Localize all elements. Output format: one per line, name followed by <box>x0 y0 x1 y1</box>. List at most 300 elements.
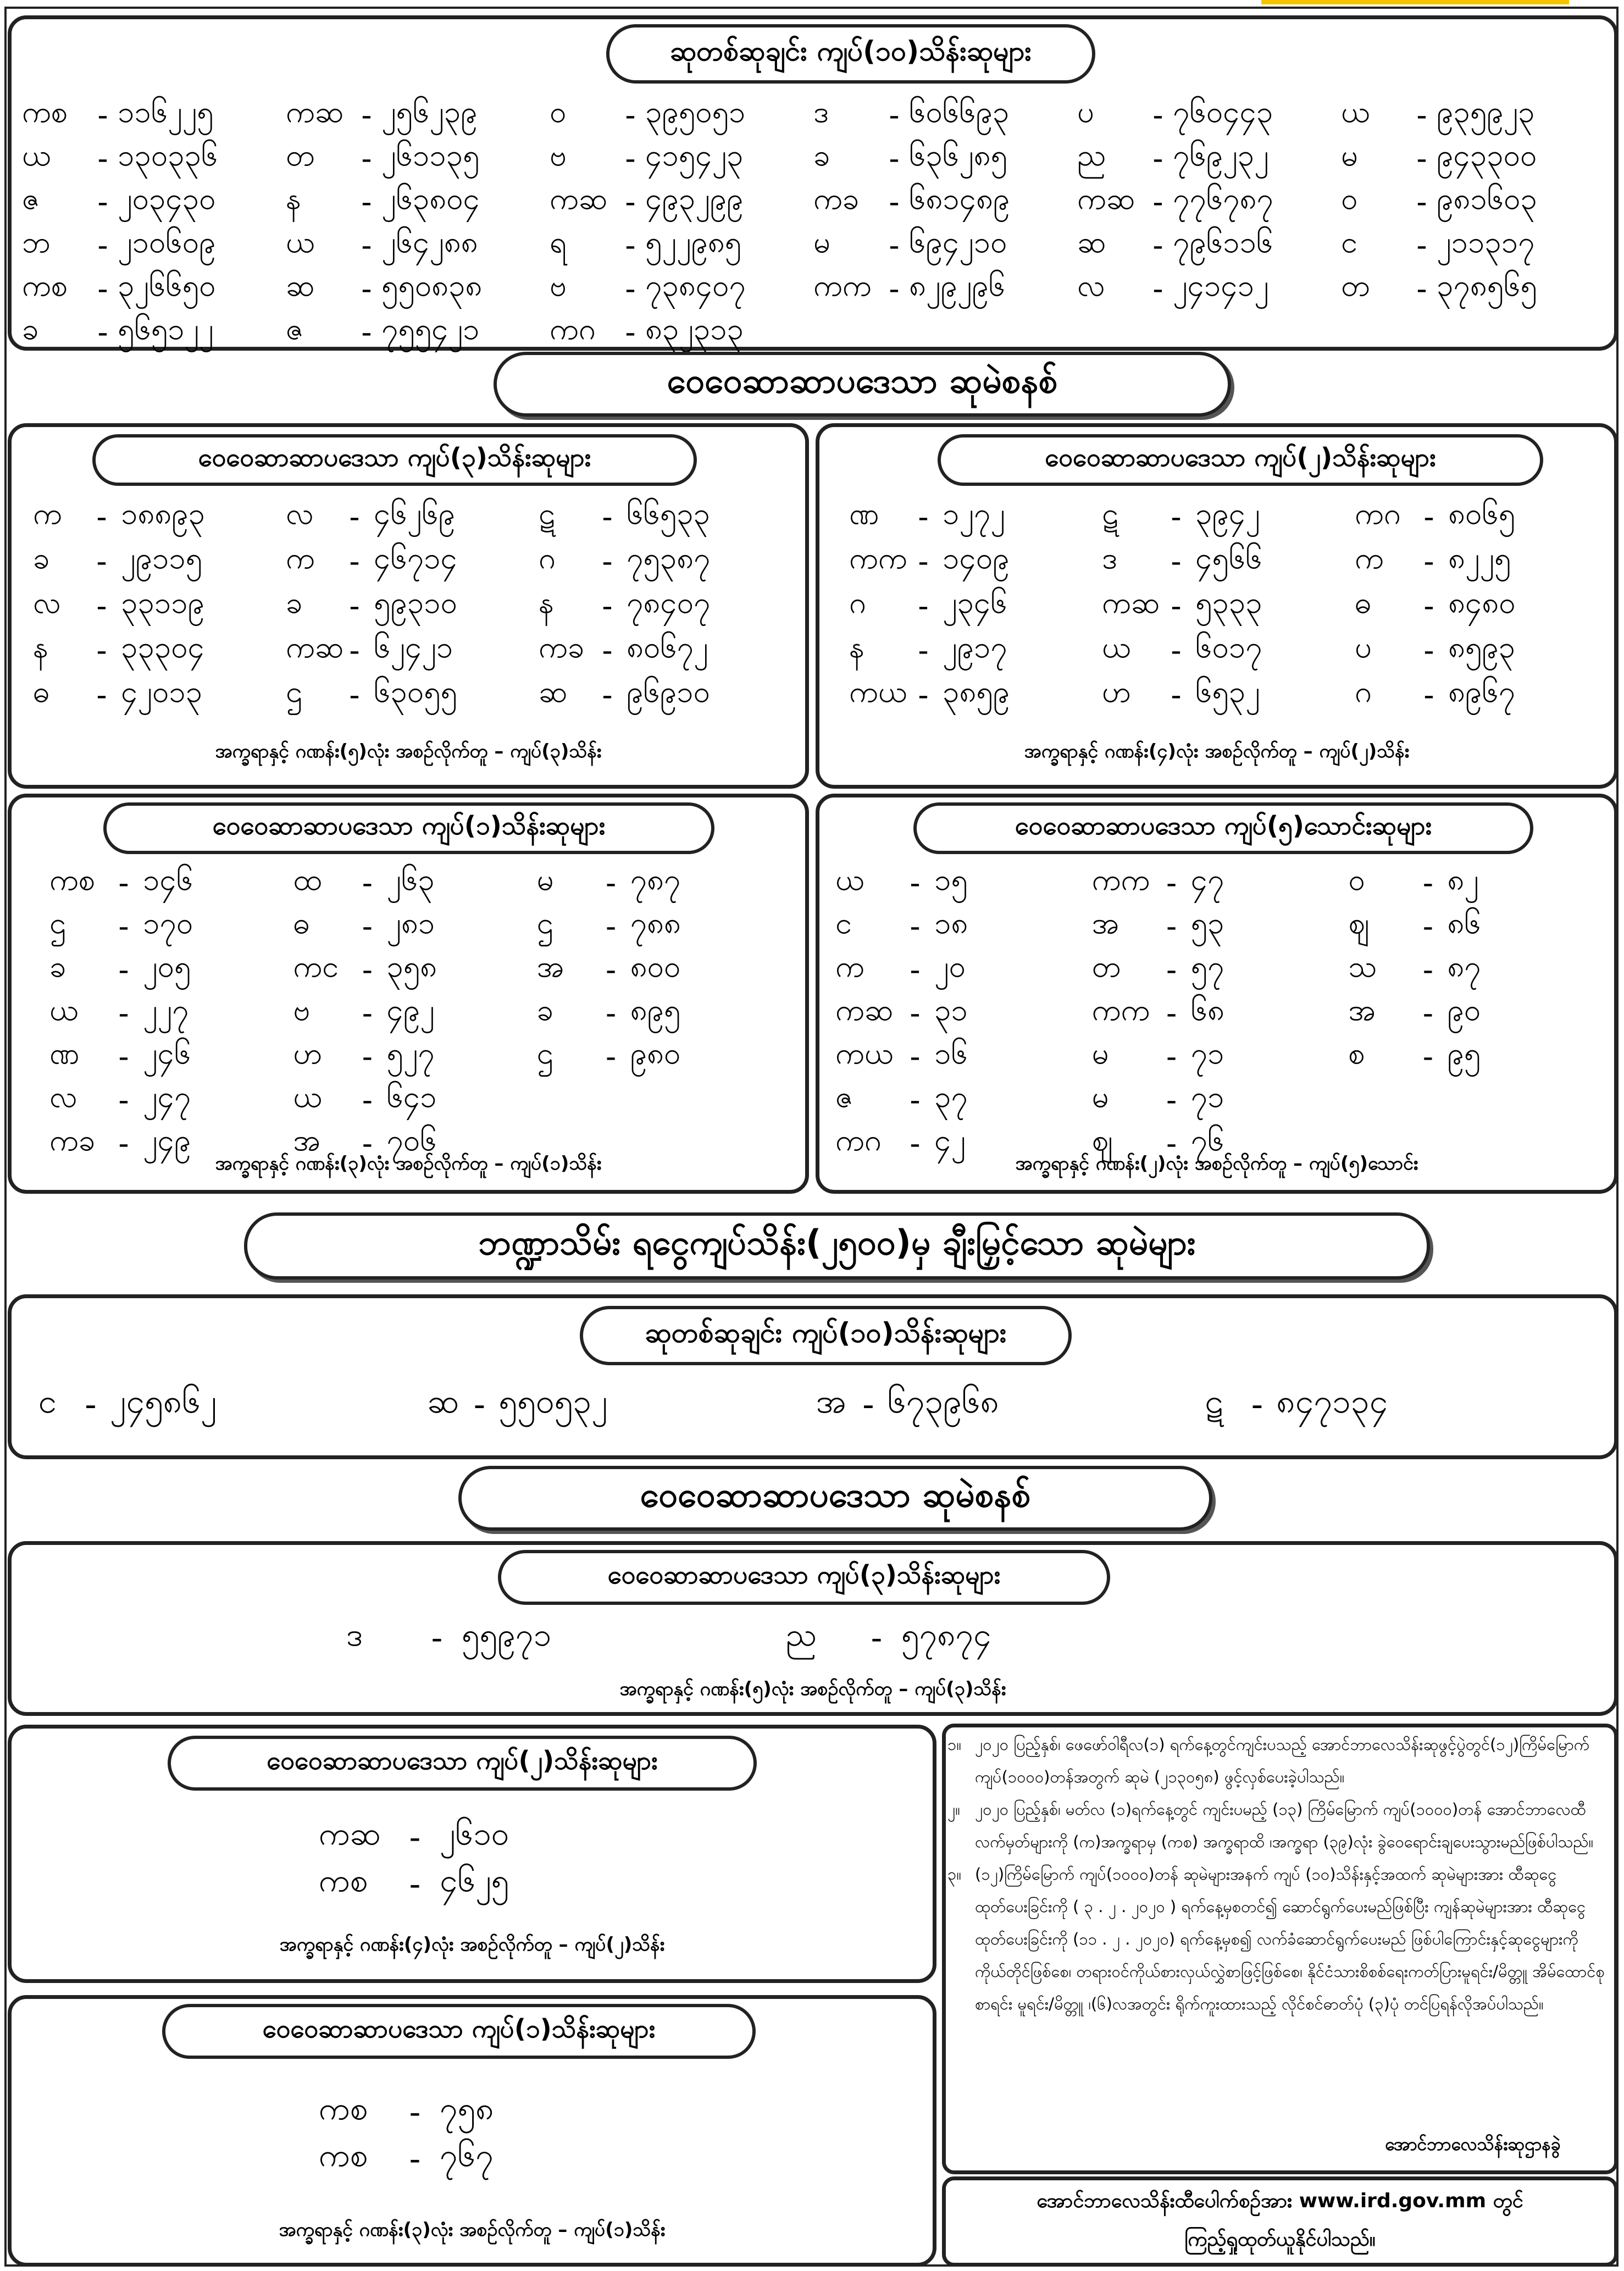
prize-entry <box>816 1372 1205 1438</box>
prize-dash: - <box>362 866 373 900</box>
prize-letter: န <box>539 585 554 620</box>
treasury-ten-lakh-grid <box>38 1372 1594 1438</box>
prize-dash: - <box>362 1083 373 1117</box>
prize-number: ၈၉၅ <box>630 993 681 1027</box>
prize-number: ၄၅၆၆ <box>1195 541 1262 575</box>
prize-letter: ဈ <box>1348 906 1370 940</box>
prize-letter: ဌ <box>286 674 302 709</box>
prize-letter: ဈ <box>1091 1123 1113 1157</box>
prize-letter: န <box>286 181 301 216</box>
prize-dash: - <box>889 272 900 306</box>
prize-number: ၇၆၀၄၄၃ <box>1173 95 1273 129</box>
prize-entry <box>539 495 791 539</box>
prize-entry <box>1205 1372 1594 1438</box>
prize-letter: အ <box>1348 993 1376 1027</box>
prize-entry <box>22 93 286 137</box>
prize-entry <box>1102 673 1355 717</box>
prize-letter: ဌ <box>536 906 553 940</box>
prize-number: ၉၆၉၁၀ <box>627 674 710 709</box>
prize-entry <box>286 311 550 354</box>
prize-number: ၆၃၀၅၅ <box>374 674 457 709</box>
prize-entry <box>1092 948 1349 992</box>
prize-entry <box>293 1035 536 1078</box>
prize-entry <box>49 1078 293 1122</box>
prize-entry <box>33 539 286 584</box>
prize-number: ၂၈၁ <box>386 906 435 940</box>
prize-number: ၂၁၁၃၁၇ <box>1437 225 1535 259</box>
note-number: ၃။ <box>947 1865 962 1884</box>
prize-letter: ဗ <box>550 138 567 173</box>
note-text: ၂၀၂၀ ပြည့်နှစ်၊ ဖေဖော်ဝါရီလ(၁) ရက်နေ့တွင်ကျင်းပသည့် အောင်ဘာလေသိန်းဆုဖွင့်ပွဲတွင်(၁၂)ကြိမ်မြောက် ကျပ်(၁၀၀၀)တန်အတွက် ဆုမဲ (၂၁၃၀၅၈) ဖွင့်လှစ်ပေးခဲ့ပါသည်။ <box>975 1735 1590 1786</box>
prize-entry <box>286 673 539 717</box>
prize-dash: - <box>918 589 929 623</box>
prize-number: ၂၀၅ <box>143 949 191 984</box>
prize-dash: - <box>605 909 617 944</box>
prize-number: ၈၃၂၃၁၃ <box>645 312 744 346</box>
prize-number: ၃၁ <box>934 993 968 1027</box>
note-item-2 <box>947 1793 1612 1858</box>
prize-dash: - <box>118 866 129 900</box>
prize-entry <box>1348 1078 1605 1122</box>
prize-entry <box>1348 948 1605 992</box>
prize-entry <box>550 224 813 267</box>
prize-letter: ယ <box>1102 630 1131 664</box>
prize-letter: ကဆ <box>835 993 894 1027</box>
prize-entry <box>1077 93 1341 137</box>
prize-dash: - <box>1152 272 1163 306</box>
prize-dash: - <box>118 909 129 944</box>
prize-dash: - <box>431 1619 443 1657</box>
prize-entry <box>539 584 791 628</box>
prize-dash: - <box>362 952 373 987</box>
prize-dash: - <box>1251 1386 1263 1424</box>
prize-dash: - <box>1166 1083 1177 1117</box>
prize-letter: ဝ <box>550 95 567 129</box>
prize-dash: - <box>625 185 636 219</box>
prize-number: ၇၉၆၁၁၆ <box>1173 225 1273 259</box>
prize-dash: - <box>361 315 372 350</box>
prize-dash: - <box>409 2140 421 2178</box>
prize-letter: က <box>835 949 864 984</box>
notes-list <box>947 1729 1612 2020</box>
prize-number: ၆၄၁ <box>386 1079 437 1114</box>
prize-dash: - <box>409 1865 421 1903</box>
prize-dash: - <box>918 500 929 534</box>
prize-letter: ပ <box>1355 630 1372 664</box>
prize-letter: အ <box>293 1123 320 1157</box>
prize-number: ၉၈၁၆၀၃ <box>1437 181 1537 216</box>
prize-dash: - <box>96 633 107 668</box>
prize-number: ၁၅ <box>934 862 968 897</box>
prize-letter: ဂ <box>1355 674 1372 709</box>
prize-dash: - <box>910 952 921 987</box>
prize-number: ၂၆၃၈၀၄ <box>381 181 480 216</box>
prize-letter: ဇ <box>286 312 304 346</box>
treasury-two-lakh-footer: အက္ခရာနှင့် ဂဏန်း(၄)လုံး အစဉ်လိုက်တူ – ကျပ်(၂)သိန်း <box>279 1934 665 1956</box>
prize-entry <box>813 180 1077 224</box>
prize-letter: က <box>33 496 62 531</box>
prize-entry <box>537 992 780 1035</box>
treasury-one-lakh-footer: အက္ခရာနှင့် ဂဏန်း(၃)လုံး အစဉ်လိုက်တူ – ကျပ်(၁)သိန်း <box>279 2219 666 2241</box>
prize-entry <box>550 180 813 224</box>
prize-dash: - <box>1152 98 1163 132</box>
prize-letter: ကစ <box>319 2090 368 2127</box>
prize-entry <box>1341 93 1605 137</box>
prize-dash: - <box>602 678 613 712</box>
prize-dash: - <box>118 1126 129 1161</box>
prize-letter: ပ <box>1077 95 1094 129</box>
prize-dash: - <box>1166 866 1177 900</box>
prize-entry <box>1092 861 1349 905</box>
prize-entry <box>49 1035 293 1078</box>
prize-number: ၉၄၃၃၀၀ <box>1437 138 1537 173</box>
prize-letter: မ <box>1341 138 1358 173</box>
prize-letter: ကစ <box>49 862 96 897</box>
note-item-3 <box>947 1858 1612 2020</box>
prize-entry <box>293 905 536 948</box>
prize-number: ၇၆ <box>1190 1123 1224 1157</box>
prize-dash: - <box>1166 909 1177 944</box>
prize-number: ၇၈၈ <box>630 906 681 940</box>
prize-letter: ယ <box>286 225 315 259</box>
treasury-two-lakh-title: ဝေဝေဆာဆာပဒေသာ ကျပ်(၂)သိန်းဆုများ <box>168 1736 757 1791</box>
prize-number: ၇၅၈ <box>440 2090 494 2127</box>
prize-dash: - <box>605 1039 617 1074</box>
prize-letter: ည <box>1077 138 1106 173</box>
prize-number: ၄၁၅၄၂၃ <box>645 138 744 173</box>
prize-number: ၇၃၈၄၀၇ <box>645 268 746 303</box>
prize-entry <box>550 311 813 354</box>
prize-number: ၄၆၂၆၉ <box>374 496 456 531</box>
prize-number: ၂၉၁၁၅ <box>121 541 203 575</box>
prize-letter: ယ <box>49 993 79 1027</box>
fifty-thousand-title: ဝေဝေဆာဆာပဒေသာ ကျပ်(၅)သောင်းဆုများ <box>913 802 1533 854</box>
prize-number: ၃၇ <box>934 1079 968 1114</box>
prize-dash: - <box>96 500 107 534</box>
prize-dash: - <box>910 1039 921 1074</box>
prize-entry <box>22 137 286 180</box>
prize-letter: ဗ <box>293 993 311 1027</box>
prize-entry <box>286 584 539 628</box>
prize-dash: - <box>118 1083 129 1117</box>
prize-entry <box>428 1372 817 1438</box>
prize-dash: - <box>1422 996 1434 1031</box>
prize-letter: ဋ <box>1205 1382 1223 1421</box>
prize-entry <box>1348 861 1605 905</box>
prize-entry <box>1102 584 1355 628</box>
prize-number: ၆၉၄၂၁၀ <box>909 225 1007 259</box>
prize-dash: - <box>361 141 372 176</box>
three-lakh-title: ဝေဝေဆာဆာပဒေသာ ကျပ်(၃)သိန်းဆုများ <box>92 434 697 486</box>
prize-letter: ဗ <box>550 268 567 303</box>
prize-entry <box>835 1078 1092 1122</box>
prize-entry <box>786 1613 1226 1663</box>
prize-number: ၅၆၅၁၂၂ <box>118 312 214 346</box>
three-lakh-footer: အက္ခရာနှင့် ဂဏန်း(၅)လုံး အစဉ်လိုက်တူ – ကျပ်(၃)သိန်း <box>215 740 602 762</box>
prize-entry <box>835 992 1092 1035</box>
prize-letter: ကဆ <box>550 181 608 216</box>
prize-letter: ကဂ <box>835 1123 882 1157</box>
prize-number: ၇၀၆ <box>386 1123 437 1157</box>
note-number: ၂။ <box>947 1800 961 1819</box>
prize-number: ၈၄၈၀ <box>1448 585 1516 620</box>
prize-entry <box>537 948 780 992</box>
prize-number: ၆၆၅၃၃ <box>627 496 710 531</box>
prize-entry <box>537 1035 780 1078</box>
prize-number: ၂၆၁၀ <box>440 1815 509 1852</box>
fifty-thousand-grid <box>835 861 1605 1161</box>
prize-entry <box>33 495 286 539</box>
prize-number: ၂၄၁၄၁၂ <box>1173 268 1269 303</box>
prize-letter: ဒ <box>346 1615 363 1653</box>
prize-letter: ကစ <box>319 1862 368 1899</box>
prize-letter: ဓ <box>293 906 310 940</box>
prize-dash: - <box>1166 1126 1177 1161</box>
prize-dash: - <box>1152 185 1163 219</box>
prize-number: ၃၂၆၆၅၀ <box>118 268 216 303</box>
prize-entry <box>22 224 286 267</box>
prize-entry <box>286 267 550 311</box>
prize-number: ၈၀၀ <box>630 949 681 984</box>
prize-letter: ယ <box>1341 95 1370 129</box>
prize-letter: ကဂ <box>1355 496 1401 531</box>
prize-entry <box>537 905 780 948</box>
prize-entry <box>1102 495 1355 539</box>
prize-number: ၂၄၅၈၆၂ <box>110 1382 217 1421</box>
prize-dash: - <box>918 678 929 712</box>
prize-number: ၇၅၃၈၇ <box>627 541 711 575</box>
prize-number: ၄၇ <box>1190 862 1224 897</box>
note-text: (၁၂)ကြိမ်မြောက် ကျပ်(၁၀၀၀)တန် ဆုမဲများအနက် ကျပ် (၁၀)သိန်းနှင့်အထက် ဆုမဲများအား ထီဆုငွေ ထုတ်ပေးခြင်းကို ( ၃ . ၂ . ၂၀၂၀ ) ရက်နေ့မှစတင်၍ ဆောင်ရွက်ပေးမည်ဖြစ်ပြီး ကျန်ဆုမဲများအား ထီဆုငွေ ထုတ်ပေးခြင်းကို (၁၁ . ၂ . ၂၀၂၀) ရက်နေ့မှစ၍ လက်ခံဆောင်ရွက်ပေးမည် ဖြစ်ပါကြောင်းနှင့်ဆုငွေများကို ကိုယ်တိုင်ဖြစ်စေ၊ တရားဝင်ကိုယ်စားလှယ်လွှဲစာဖြင့်ဖြစ်စေ၊ နိုင်ငံသားစိစစ်ရေးကတ်ပြားမူရင်း/မိတ္တူ အိမ်ထောင်စု စာရင်း မူရင်း/မိတ္တူ ၊(၆)လအတွင်း ရိုက်ကူးထားသည့် လိုင်စင်ဓာတ်ပုံ (၃)ပုံ တင်ပြရန်လိုအပ်ပါသည်။ <box>975 1865 1605 2013</box>
prize-number: ၃၅၈ <box>386 949 437 984</box>
prize-dash: - <box>349 633 360 668</box>
prize-number: ၅၂၇ <box>386 1036 435 1071</box>
prize-entry <box>293 1078 536 1122</box>
prize-number: ၉၃၅၉၂၃ <box>1437 95 1535 129</box>
prize-entry <box>1348 905 1605 948</box>
prize-letter: ကဆ <box>286 95 344 129</box>
prize-number: ၅၅၉၇၁ <box>462 1615 552 1653</box>
prize-letter: လ <box>1077 268 1105 303</box>
prize-number: ၁၈ <box>934 906 968 940</box>
prize-number: ၆၇၃၉၆၈ <box>888 1382 1000 1421</box>
prize-letter: ဓ <box>1355 585 1372 620</box>
prize-dash: - <box>602 633 613 668</box>
prize-number: ၅၅၀၈၃၈ <box>381 268 483 303</box>
two-lakh-title: ဝေဝေဆာဆာပဒေသာ ကျပ်(၂)သိန်းဆုများ <box>938 434 1543 486</box>
prize-dash: - <box>96 678 107 712</box>
prize-number: ၄၉၃၂၉၉ <box>645 181 744 216</box>
prize-entry <box>293 948 536 992</box>
prize-letter: ခ <box>286 585 303 620</box>
prize-number: ၇၈၇ <box>630 862 681 897</box>
prize-entry <box>813 224 1077 267</box>
prize-entry <box>539 539 791 584</box>
prize-number: ၂၉၁၇ <box>943 630 1007 664</box>
prize-dash: - <box>361 98 372 132</box>
prize-entry <box>849 584 1102 628</box>
prize-entry <box>1348 992 1605 1035</box>
prize-entry <box>1355 673 1608 717</box>
prize-letter: ဟ <box>1102 674 1131 709</box>
prize-dash: - <box>349 678 360 712</box>
prize-letter: ဝ <box>1348 862 1365 897</box>
prize-number: ၆၂၄၂၁ <box>374 630 453 664</box>
prize-dash: - <box>1422 909 1434 944</box>
prize-letter: င <box>835 906 852 940</box>
prize-number: ၇၅၅၄၂၁ <box>381 312 480 346</box>
prize-number: ၈၅၉၃ <box>1448 630 1515 664</box>
prize-dash: - <box>1416 272 1427 306</box>
prize-letter: ဌ <box>49 906 66 940</box>
prize-number: ၈၂၉၂၉၆ <box>909 268 1006 303</box>
prize-entry <box>286 180 550 224</box>
prize-letter: အ <box>1091 906 1119 940</box>
prize-dash: - <box>361 228 372 263</box>
prize-entry <box>1355 495 1608 539</box>
prize-number: ၈၄၇၁၃၄ <box>1276 1382 1388 1421</box>
prize-dash: - <box>1166 1039 1177 1074</box>
prize-number: ၃၃၃၀၄ <box>121 630 204 664</box>
prize-letter: ယ <box>293 1079 322 1114</box>
prize-dash: - <box>910 1083 921 1117</box>
prize-number: ၁၁၆၂၂၅ <box>118 95 214 129</box>
prize-number: ၄၂ <box>934 1123 966 1157</box>
prize-number: ၆၅၃၂ <box>1195 674 1260 709</box>
prize-entry <box>49 861 293 905</box>
prize-entry <box>1102 539 1355 584</box>
prize-dash: - <box>910 866 921 900</box>
prize-dash: - <box>862 1386 874 1424</box>
prize-entry <box>550 137 813 180</box>
prize-number: ၈၀၆၇၂ <box>627 630 708 664</box>
prize-letter: န <box>849 630 864 664</box>
prize-dash: - <box>605 866 617 900</box>
prize-dash: - <box>602 500 613 534</box>
prize-letter: ကက <box>813 268 872 303</box>
prize-entry <box>33 628 286 673</box>
prize-dash: - <box>118 996 129 1031</box>
prize-letter: အ <box>536 949 564 984</box>
prize-entry <box>835 861 1092 905</box>
prize-dash: - <box>871 1619 883 1657</box>
prize-entry <box>33 584 286 628</box>
prize-dash: - <box>1171 633 1182 668</box>
prize-entry <box>49 948 293 992</box>
prize-dash: - <box>96 589 107 623</box>
prize-entry <box>1092 1078 1349 1122</box>
treasury-one-lakh-grid <box>319 2089 649 2176</box>
prize-number: ၆၃၆၂၈၅ <box>909 138 1007 173</box>
prize-dash: - <box>1416 141 1427 176</box>
prize-letter: ကခ <box>813 181 860 216</box>
prize-number: ၆၀၁၇ <box>1195 630 1262 664</box>
prize-dash: - <box>85 1386 97 1424</box>
prize-letter: လ <box>49 1079 77 1114</box>
prize-letter: ဟ <box>293 1036 323 1071</box>
prize-entry <box>1341 180 1605 224</box>
prize-number: ၃၈၅၉ <box>943 674 1010 709</box>
prize-entry <box>286 137 550 180</box>
prize-entry <box>1341 224 1605 267</box>
prize-letter: ဆ <box>1077 225 1106 259</box>
prize-dash: - <box>97 185 108 219</box>
prize-letter: ထ <box>293 862 322 897</box>
prize-letter: ယ <box>22 138 51 173</box>
prize-letter: င <box>38 1382 57 1421</box>
prize-number: ၇၇၆၇၈၇ <box>1173 181 1273 216</box>
prize-letter: က <box>1355 541 1384 575</box>
prize-letter: ခ <box>813 138 830 173</box>
prize-letter: ဏ <box>849 496 879 531</box>
prize-number: ၈၂၂၅ <box>1448 541 1511 575</box>
prize-letter: န <box>33 630 48 664</box>
prize-letter: ခ <box>22 312 39 346</box>
notes-signature: အောင်ဘာလေသိန်းဆုဌာနခွဲ <box>1385 2134 1561 2154</box>
treasury-three-lakh-grid <box>346 1613 1226 1663</box>
prize-dash: - <box>97 98 108 132</box>
prize-dash: - <box>1171 500 1182 534</box>
prize-letter: ရ <box>550 225 567 259</box>
prize-letter: ဒ <box>1102 541 1118 575</box>
prize-letter: ကက <box>1091 993 1150 1027</box>
prize-number: ၂၄၇ <box>143 1079 191 1114</box>
prize-number: ၇၈၄၀၇ <box>627 585 711 620</box>
treasury-three-lakh-title: ဝေဝေဆာဆာပဒေသာ ကျပ်(၃)သိန်းဆုများ <box>498 1550 1110 1605</box>
treasury-two-lakh-grid <box>319 1814 649 1903</box>
prize-entry <box>1077 137 1341 180</box>
prize-entry <box>286 539 539 584</box>
prize-entry <box>1092 992 1349 1035</box>
prize-dash: - <box>889 185 900 219</box>
prize-dash: - <box>473 1386 486 1424</box>
prize-entry <box>1348 1035 1605 1078</box>
prize-letter: ကယ <box>849 674 907 709</box>
prize-dash: - <box>910 996 921 1031</box>
prize-letter: လ <box>286 496 314 531</box>
prize-dash: - <box>918 544 929 579</box>
prize-dash: - <box>1423 678 1434 712</box>
prize-dash: - <box>349 589 360 623</box>
prize-dash: - <box>361 272 372 306</box>
prize-entry <box>286 628 539 673</box>
treasury-three-lakh-footer: အက္ခရာနှင့် ဂဏန်း(၅)လုံး အစဉ်လိုက်တူ – ကျပ်(၃)သိန်း <box>619 1678 1006 1700</box>
prize-number: ၅၂၂၉၈၅ <box>645 225 742 259</box>
prize-letter: မ <box>813 225 830 259</box>
prize-entry <box>1077 224 1341 267</box>
prize-entry <box>1092 905 1349 948</box>
prize-letter: ကယ <box>835 1036 894 1071</box>
treasury-ten-lakh-title: ဆုတစ်ဆုချင်း ကျပ်(၁၀)သိန်းဆုများ <box>580 1306 1072 1365</box>
prize-letter: မ <box>1091 1079 1109 1114</box>
prize-dash: - <box>118 952 129 987</box>
prize-entry <box>319 1860 649 1907</box>
prize-letter: င <box>1341 225 1357 259</box>
prize-number: ၉၅ <box>1447 1036 1481 1071</box>
prize-dash: - <box>625 98 636 132</box>
prize-number: ၃၇၈၅၆၅ <box>1437 268 1537 303</box>
prize-entry <box>293 861 536 905</box>
prize-entry <box>849 495 1102 539</box>
prize-letter: ကဂ <box>550 312 596 346</box>
one-lakh-footer: အက္ခရာနှင့် ဂဏန်း(၃)လုံး အစဉ်လိုက်တူ – ကျပ်(၁)သိန်း <box>215 1153 602 1175</box>
prize-letter: ဇ <box>835 1079 853 1114</box>
prize-number: ၁၃၀၃၃၆ <box>118 138 218 173</box>
prize-dash: - <box>97 272 108 306</box>
prize-letter: ဌ <box>536 1036 553 1071</box>
prize-number: ၁၇၀ <box>143 906 193 940</box>
prize-dash: - <box>1422 952 1434 987</box>
